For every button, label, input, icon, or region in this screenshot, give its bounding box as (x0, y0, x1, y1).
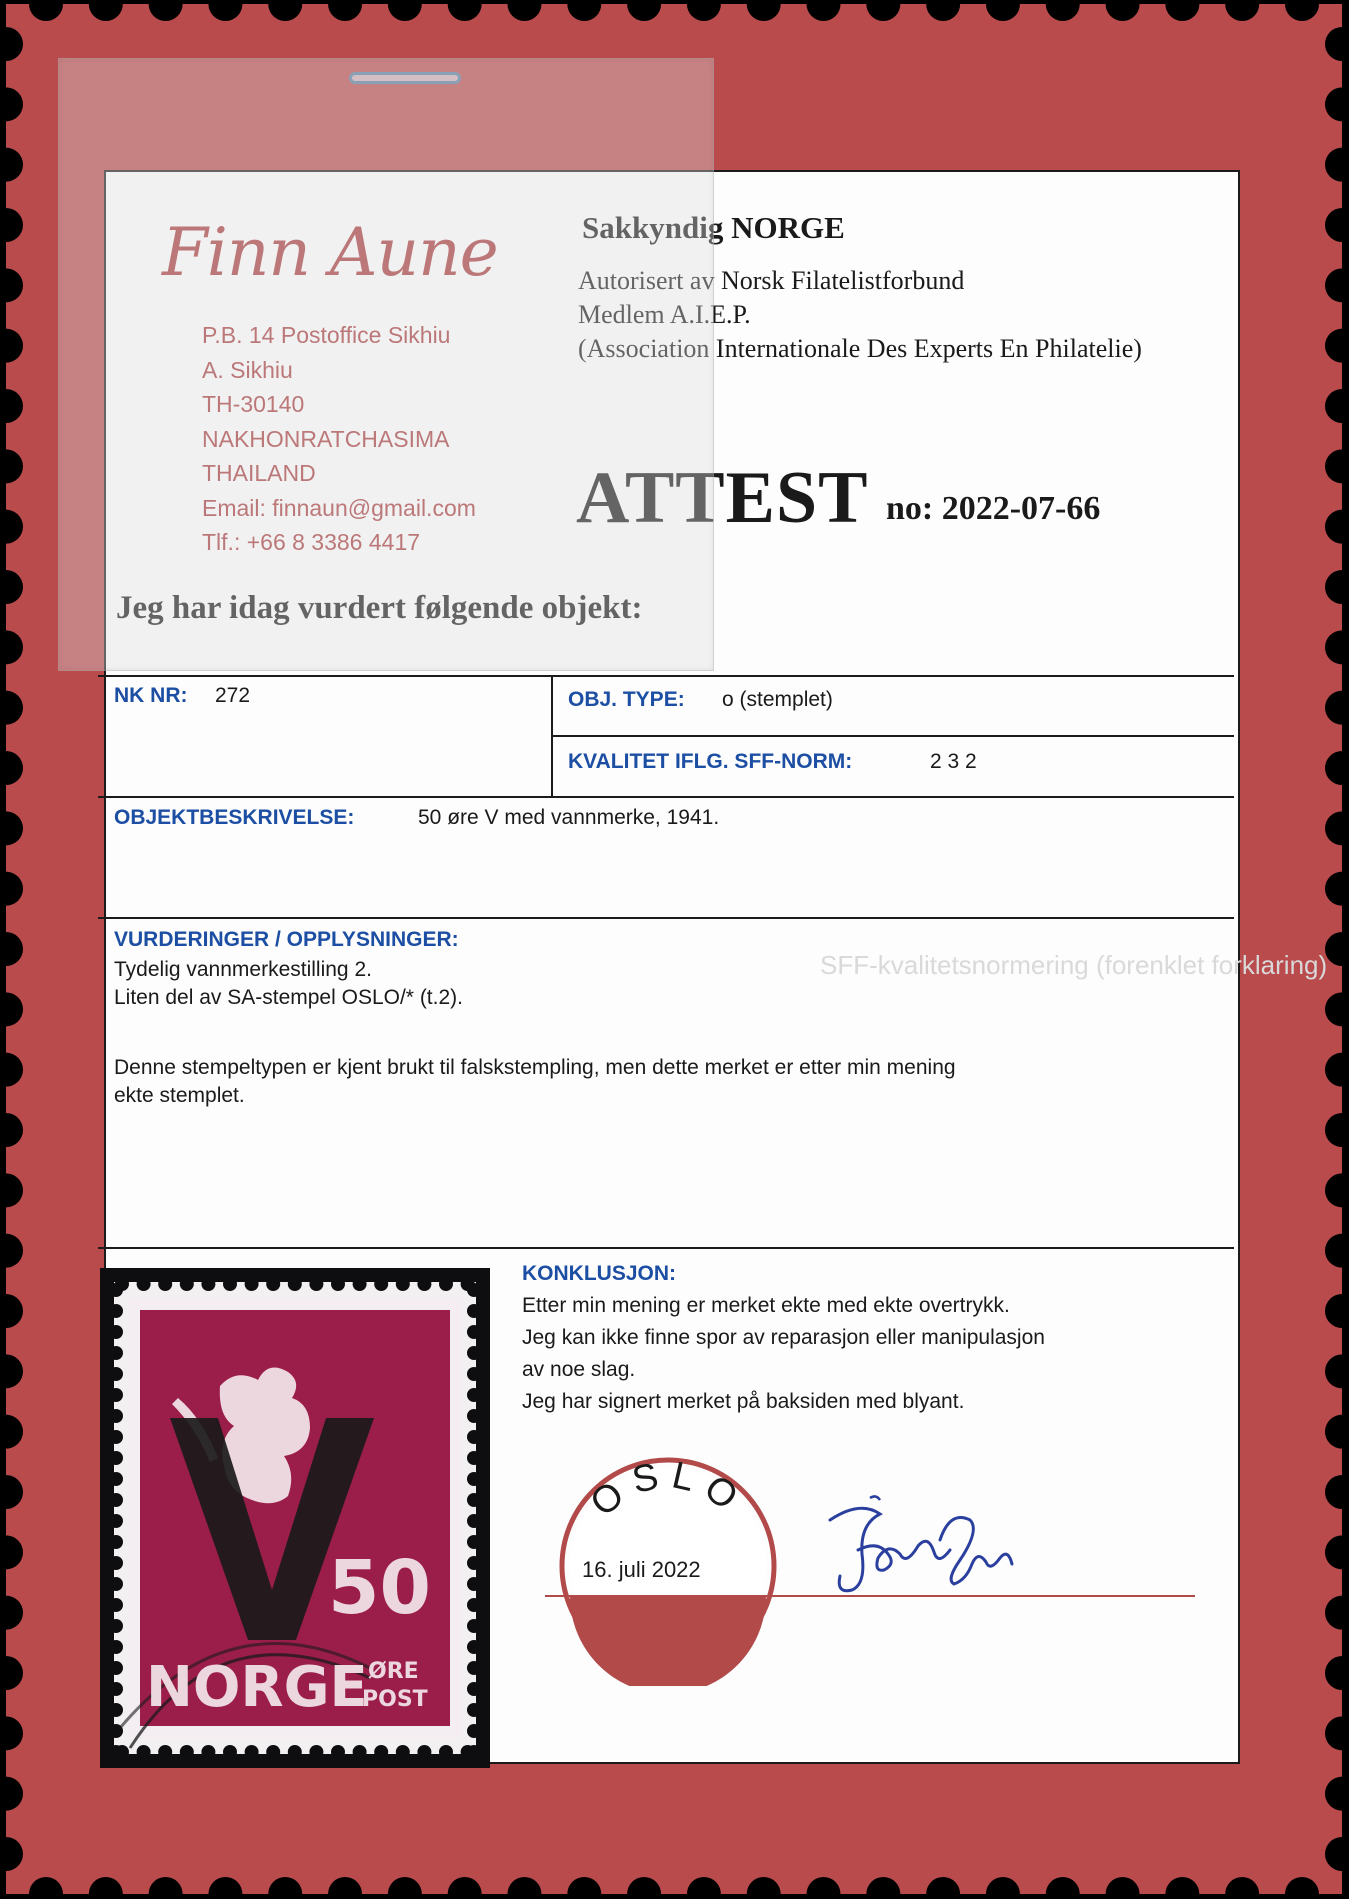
address-email: Email: finnaun@gmail.com (202, 494, 476, 521)
stamp-photo (100, 1268, 490, 1768)
stamp-perforation (109, 1304, 123, 1318)
stamp-perforation (309, 1277, 323, 1291)
address-line: TH-30140 (202, 391, 305, 417)
stamp-perforation (467, 1682, 481, 1696)
org-title: Sakkyndig NORGE (582, 210, 845, 245)
stamp-perforation (353, 1277, 367, 1291)
stamp-perforation (109, 1472, 123, 1486)
org-line: (Association Internationale Des Experts En Philatelie) (578, 334, 1142, 363)
watermark-heading: SFF-kvalitetsnormering (forenklet forklaring) (820, 950, 1328, 980)
stamp-perforation (467, 1388, 481, 1402)
konklusjon-line: Jeg kan ikke finne spor av reparasjon eller manipulasjon (522, 1326, 1045, 1349)
konklusjon-label: KONKLUSJON: (522, 1262, 677, 1285)
stamp-perforation (109, 1346, 123, 1360)
stamp-perforation (467, 1577, 481, 1591)
stamp-perforation (109, 1430, 123, 1444)
stamp-perforation (109, 1409, 123, 1423)
stamp-perforation (467, 1367, 481, 1381)
stamp-perforation (109, 1745, 123, 1759)
stamp-perforation (109, 1703, 123, 1717)
staple-clip (349, 72, 461, 84)
stamp-perforation (109, 1451, 123, 1465)
stamp-perforation (109, 1556, 123, 1570)
stamp-perforation (467, 1598, 481, 1612)
divider (551, 735, 1234, 737)
address-line: P.B. 14 Postoffice Sikhiu (202, 322, 451, 348)
stamp-perforation (467, 1556, 481, 1570)
stamp-perforation (109, 1388, 123, 1402)
stamp-perforation (266, 1745, 280, 1759)
stamp-perforation (467, 1745, 481, 1759)
stamp-perforation (109, 1283, 123, 1297)
intro-line: Jeg har idag vurdert følgende objekt: (116, 590, 643, 626)
vurdering-paragraph-line: Denne stempeltypen er kjent brukt til falskstempling, men dette merket er etter min mening (114, 1056, 956, 1079)
stamp-ore-text: ØRE (368, 1659, 419, 1684)
stamp-country-text: NORGE (146, 1655, 368, 1720)
stamp-perforation (180, 1277, 194, 1291)
stamp-perforation (331, 1745, 345, 1759)
stamp-perforation (331, 1277, 345, 1291)
vurdering-line: Tydelig vannmerkestilling 2. (114, 958, 372, 981)
divider (98, 1247, 1234, 1249)
stamp-perforation (245, 1277, 259, 1291)
stamp-perforation (439, 1277, 453, 1291)
stamp-perforation (467, 1619, 481, 1633)
attest-heading: ATTEST (576, 457, 869, 539)
stamp-perforation (467, 1430, 481, 1444)
stamp-perforation (223, 1745, 237, 1759)
stamp-perforation (467, 1640, 481, 1654)
stamp-perforation (109, 1577, 123, 1591)
stamp-perforation (467, 1409, 481, 1423)
beskrivelse-label: OBJEKTBESKRIVELSE: (114, 806, 355, 829)
beskrivelse-value: 50 øre V med vannmerke, 1941. (418, 806, 720, 829)
address-phone: Tlf.: +66 8 3386 4417 (202, 529, 421, 555)
stamp-perforation (109, 1682, 123, 1696)
divider (98, 917, 1234, 919)
konklusjon-line: Jeg har signert merket på baksiden med blyant. (522, 1390, 965, 1413)
stamp-perforation (137, 1745, 151, 1759)
vurderinger-label: VURDERINGER / OPPLYSNINGER: (114, 928, 459, 951)
stamp-perforation (353, 1745, 367, 1759)
stamp-perforation (374, 1277, 388, 1291)
stamp-value-text: 50 (328, 1545, 431, 1631)
postmark-city: OSLO (582, 1453, 754, 1525)
stamp-perforation (109, 1598, 123, 1612)
address-line: A. Sikhiu (202, 356, 293, 383)
stamp-perforation (109, 1535, 123, 1549)
address-line: NAKHONRATCHASIMA (202, 425, 450, 452)
stamp-perforation (109, 1493, 123, 1507)
stamp-perforation (467, 1472, 481, 1486)
stamp-perforation (109, 1619, 123, 1633)
stamp-perforation (137, 1277, 151, 1291)
stamp-perforation (223, 1277, 237, 1291)
postmark-date: 16. juli 2022 (582, 1557, 701, 1582)
konklusjon-line: av noe slag. (522, 1358, 636, 1381)
stamp-perforation (109, 1661, 123, 1675)
stamp-perforation (201, 1277, 215, 1291)
stamp-perforation (266, 1277, 280, 1291)
stamp-perforation (109, 1514, 123, 1528)
stamp-perforation (396, 1745, 410, 1759)
obj-type-value: o (stemplet) (722, 688, 833, 711)
vurdering-paragraph-line: ekte stemplet. (114, 1084, 245, 1107)
konklusjon-line: Etter min mening er merket ekte med ekte overtrykk. (522, 1294, 1010, 1317)
stamp-perforation (288, 1277, 302, 1291)
stamp-perforation (467, 1514, 481, 1528)
stamp-perforation (288, 1745, 302, 1759)
stamp-perforation (109, 1640, 123, 1654)
stamp-perforation (467, 1346, 481, 1360)
kvalitet-value: 2 3 2 (930, 750, 977, 773)
address-block (202, 318, 476, 560)
stamp-perforation (467, 1325, 481, 1339)
stamp-perforation (417, 1277, 431, 1291)
stamp-perforation (467, 1451, 481, 1465)
stamp-perforation (158, 1277, 172, 1291)
stamp-perforation (467, 1703, 481, 1717)
stamp-perforation (109, 1325, 123, 1339)
divider (98, 675, 1234, 677)
stamp-perforation (467, 1661, 481, 1675)
stamp-perforation (245, 1745, 259, 1759)
finn-aune-logo: Finn Aune (162, 214, 498, 291)
stamp-perforation (467, 1304, 481, 1318)
stamp-perforation (158, 1745, 172, 1759)
stamp-perforation (374, 1745, 388, 1759)
stamp-perforation (417, 1745, 431, 1759)
stamp-perforation (467, 1724, 481, 1738)
nk-nr-label: NK NR: (114, 684, 188, 707)
stamp-perforation (201, 1745, 215, 1759)
stamp-perforation (467, 1493, 481, 1507)
stamp-perforation (467, 1283, 481, 1297)
address-line: THAILAND (202, 460, 316, 486)
vurdering-line: Liten del av SA-stempel OSLO/* (t.2). (114, 986, 463, 1009)
stamp-post-text: POST (362, 1687, 428, 1712)
attest-number: no: 2022-07-66 (886, 490, 1101, 527)
handwritten-signature (810, 1490, 1030, 1600)
stamp-perforation (109, 1367, 123, 1381)
org-line: Medlem A.I.E.P. (578, 300, 751, 329)
nk-nr-value: 272 (215, 684, 251, 707)
stamp-perforation (309, 1745, 323, 1759)
stamp-perforation (396, 1277, 410, 1291)
divider (98, 796, 1234, 798)
org-line: Autorisert av Norsk Filatelistforbund (578, 266, 965, 295)
stamp-perforation (467, 1535, 481, 1549)
stamp-illustration (100, 1268, 490, 1768)
stamp-perforation (439, 1745, 453, 1759)
kvalitet-label: KVALITET IFLG. SFF-NORM: (568, 750, 853, 773)
obj-type-label: OBJ. TYPE: (568, 688, 685, 711)
stamp-perforation (180, 1745, 194, 1759)
